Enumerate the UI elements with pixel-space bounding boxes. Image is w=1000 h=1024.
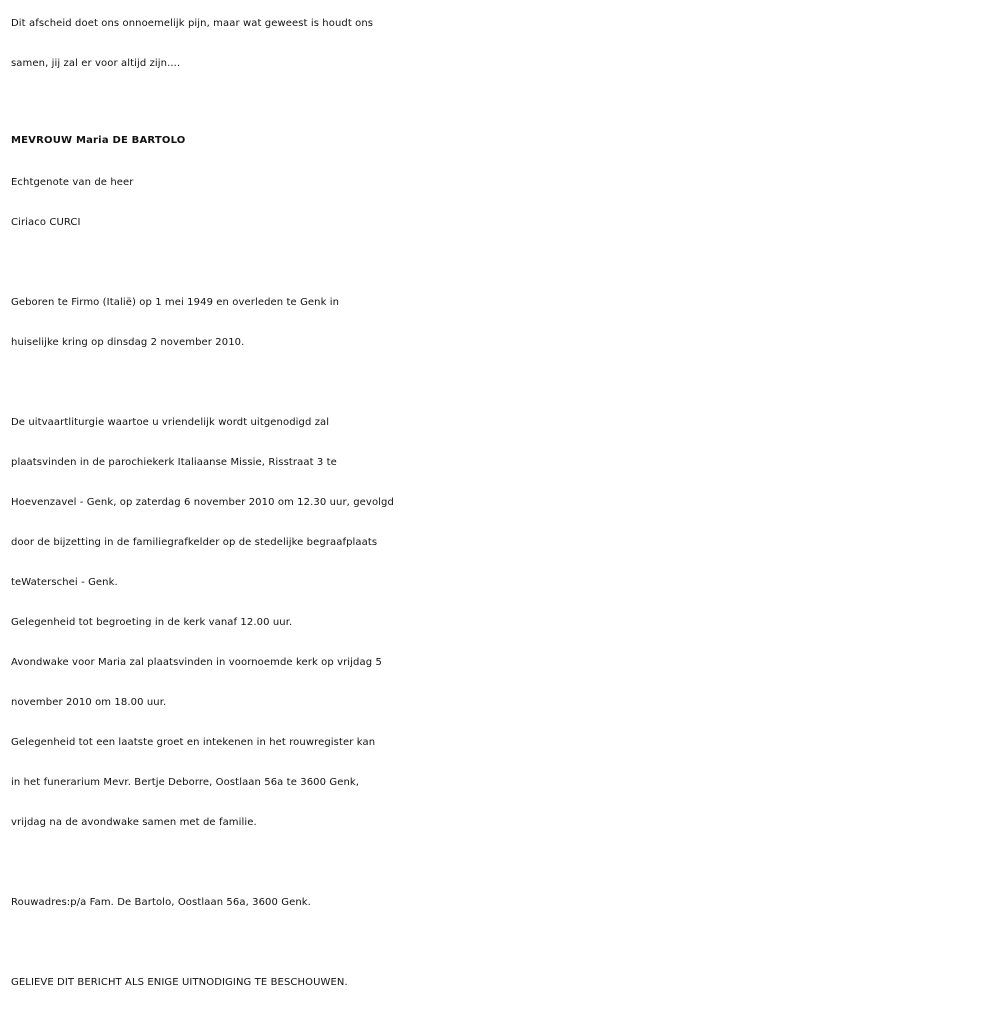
- closing-notice: GELIEVE DIT BERICHT ALS ENIGE UITNODIGING TE BESCHOUWEN.: [11, 977, 348, 988]
- intro-line-2: samen, jij zal er voor altijd zijn....: [11, 58, 181, 69]
- spacer: [11, 923, 996, 963]
- birth-death-line-2: huiselijke kring op dinsdag 2 november 2010.: [11, 337, 245, 348]
- funeral-line-11: vrijdag na de avondwake samen met de familie.: [11, 817, 257, 828]
- funeral-line-8: november 2010 om 18.00 uur.: [11, 697, 167, 708]
- spacer: [11, 843, 996, 883]
- spouse-line-1: Echtgenote van de heer: [11, 177, 134, 188]
- mourning-address: Rouwadres:p/a Fam. De Bartolo, Oostlaan 56a, 3600 Genk.: [11, 897, 311, 908]
- obituary-notice: [11, 4, 996, 1003]
- spacer: [11, 243, 996, 283]
- funeral-line-4: door de bijzetting in de familiegrafkelder op de stedelijke begraafplaats: [11, 537, 378, 548]
- intro-quote: [11, 4, 996, 84]
- funeral-line-10: in het funerarium Mevr. Bertje Deborre, Oostlaan 56a te 3600 Genk,: [11, 777, 360, 788]
- spouse-line-2: Ciriaco CURCI: [11, 217, 81, 228]
- funeral-paragraph: [11, 403, 996, 843]
- funeral-line-7: Avondwake voor Maria zal plaatsvinden in voornoemde kerk op vrijdag 5: [11, 657, 382, 668]
- intro-line-1: Dit afscheid doet ons onnoemelijk pijn, maar wat geweest is houdt ons: [11, 18, 374, 29]
- deceased-name: MEVROUW Maria DE BARTOLO: [11, 135, 186, 146]
- funeral-line-5: teWaterschei - Genk.: [11, 577, 118, 588]
- funeral-line-6: Gelegenheid tot begroeting in de kerk vanaf 12.00 uur.: [11, 617, 293, 628]
- funeral-line-2: plaatsvinden in de parochiekerk Italiaanse Missie, Risstraat 3 te: [11, 457, 337, 468]
- funeral-line-1: De uitvaartliturgie waartoe u vriendelijk wordt uitgenodigd zal: [11, 417, 330, 428]
- spouse-info: [11, 163, 996, 243]
- funeral-line-9: Gelegenheid tot een laatste groet en intekenen in het rouwregister kan: [11, 737, 376, 748]
- funeral-line-3: Hoevenzavel - Genk, op zaterdag 6 november 2010 om 12.30 uur, gevolgd: [11, 497, 394, 508]
- birth-death-line-1: Geboren te Firmo (Italië) op 1 mei 1949 en overleden te Genk in: [11, 297, 340, 308]
- birth-death-paragraph: [11, 283, 996, 363]
- spacer: [11, 363, 996, 403]
